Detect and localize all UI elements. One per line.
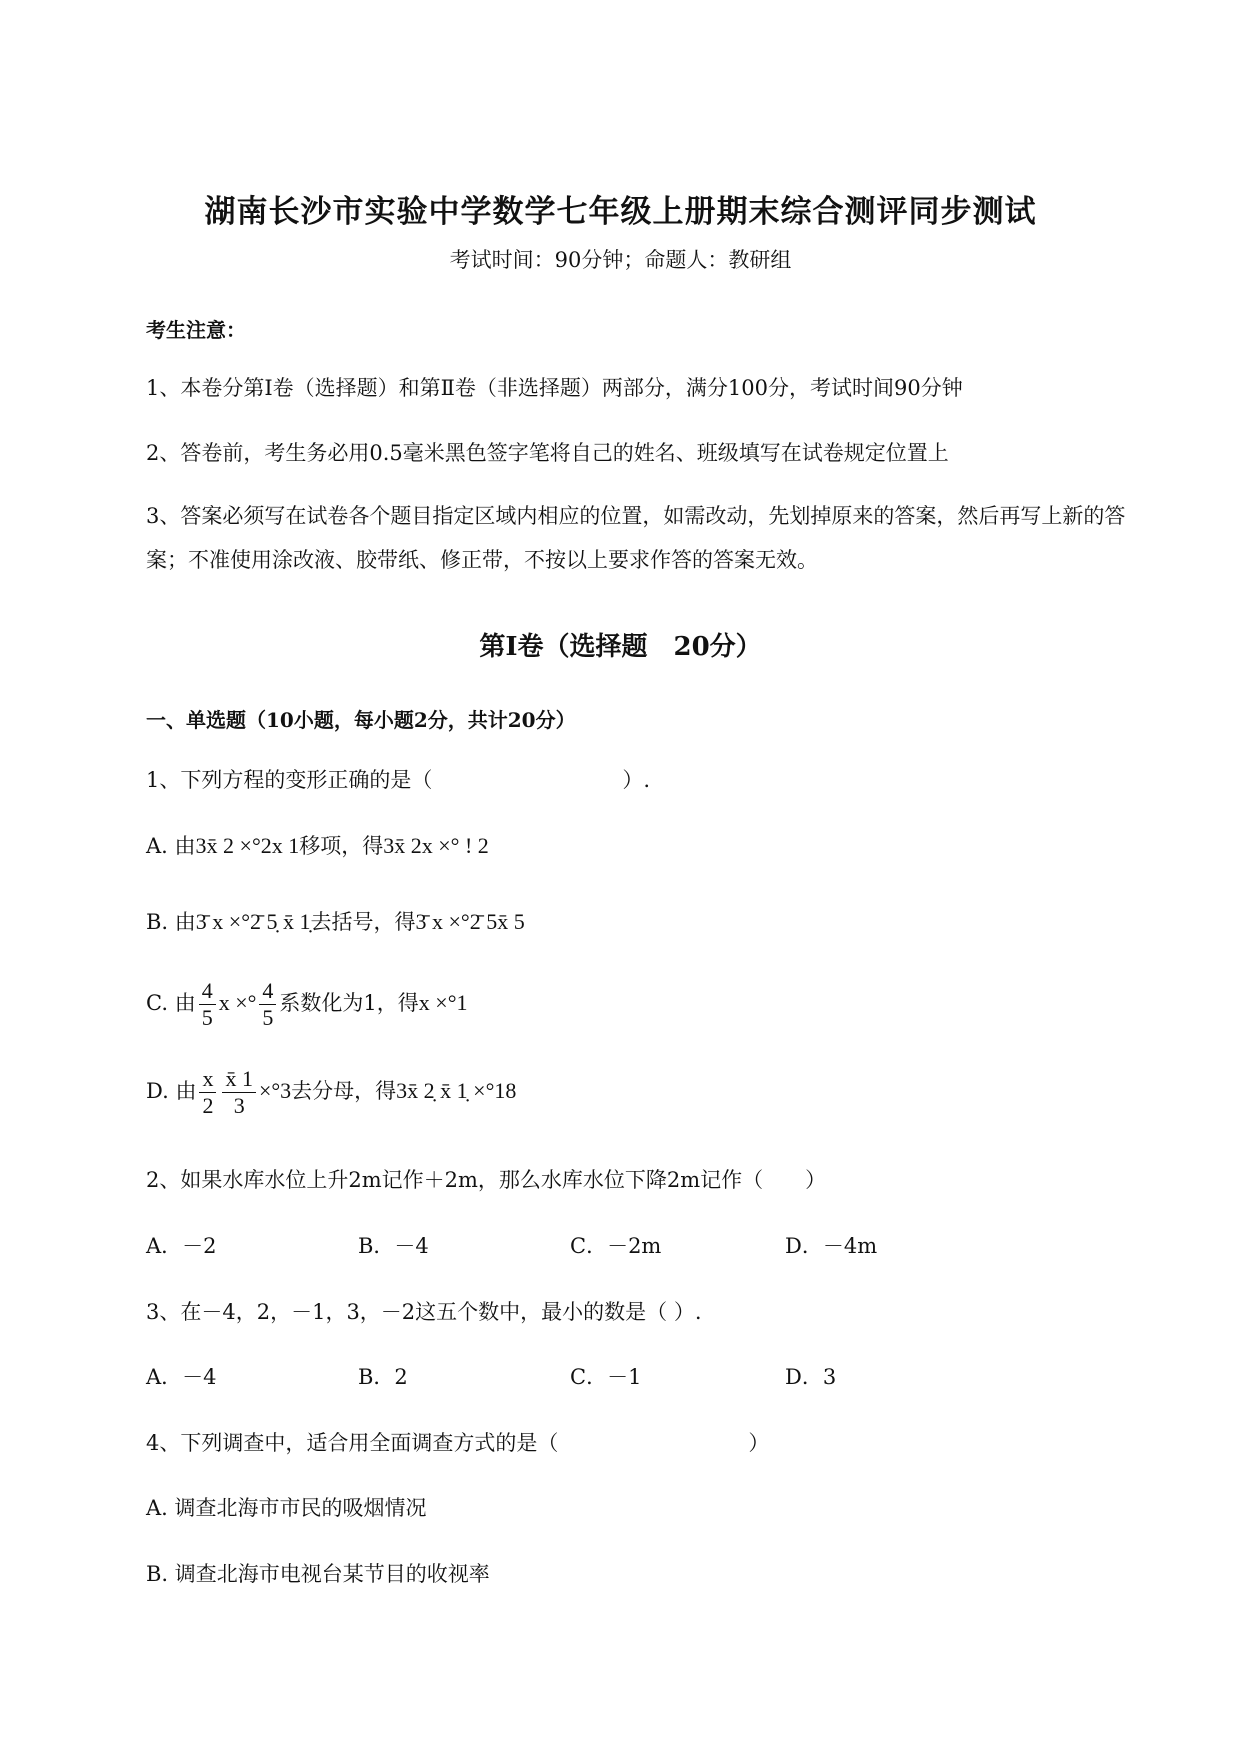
question-2-option-d: D．－4m (785, 1234, 878, 1258)
question-3-option-b: B．2 (358, 1365, 408, 1389)
notice-heading: 考生注意： (146, 318, 246, 342)
question-1-option-c (146, 978, 468, 1031)
question-4-stem: 4、下列调查中，适合用全面调查方式的是（ (146, 1431, 559, 1455)
math-expression: 3x̄ 2̣ x̄ 1̣ ×°18 (396, 1078, 517, 1103)
denominator: 5 (262, 1005, 274, 1030)
fraction (222, 1066, 256, 1119)
denominator: 5 (201, 1005, 213, 1030)
question-3-option-c: C．－1 (570, 1365, 642, 1389)
question-4-option-b: B. 调查北海市电视台某节目的收视率 (146, 1562, 490, 1586)
part-heading: 一、单选题（10小题，每小题2分，共计20分） (146, 708, 576, 732)
question-4 (146, 1427, 769, 1457)
option-label: C. (146, 991, 168, 1015)
math-expression: 3̄ x ×°2̄ 5x̄ 5 (415, 909, 525, 934)
question-1-stem: 1、下列方程的变形正确的是（ (146, 768, 433, 792)
question-2-option-c: C．－2m (570, 1234, 662, 1258)
option-text: 由 (175, 1079, 197, 1103)
exam-title: 湖南长沙市实验中学数学七年级上册期末综合测评同步测试 (204, 194, 1037, 230)
question-4-stem-end: ） (748, 1431, 770, 1455)
fraction (199, 1066, 216, 1119)
fraction (199, 978, 216, 1031)
question-1-option-a (146, 830, 489, 860)
option-label: A. (146, 834, 168, 858)
fraction (259, 978, 276, 1031)
denominator: 2 (202, 1093, 214, 1118)
option-text: 移项，得 (299, 834, 384, 858)
question-2-option-b: B．－4 (358, 1234, 429, 1258)
question-1-option-d (146, 1066, 516, 1119)
question-1-stem-end: ）. (622, 768, 651, 792)
option-text: 由 (174, 834, 196, 858)
option-text: 系数化为1，得 (279, 991, 419, 1015)
math-expression: 3x̄ 2x ×° ! 2 (383, 833, 489, 858)
numerator: x̄ 1 (222, 1066, 256, 1093)
option-text: 去分母，得 (291, 1079, 397, 1103)
question-1-option-b (146, 906, 525, 936)
math-expression: x ×°1 (418, 990, 468, 1015)
question-3-option-d: D．3 (785, 1365, 837, 1389)
question-4-option-a: A. 调查北海市市民的吸烟情况 (146, 1496, 427, 1520)
option-text: 由 (174, 991, 196, 1015)
exam-subtitle: 考试时间：90分钟；命题人：教研组 (449, 248, 792, 272)
question-2-option-a: A．－2 (146, 1234, 217, 1258)
question-2-stem: 2、如果水库水位上升2m记作＋2m，那么水库水位下降2m记作（ ） (146, 1168, 827, 1192)
notice-item-2: 2、答卷前，考生务必用0.5毫米黑色签字笔将自己的姓名、班级填写在试卷规定位置上 (146, 441, 949, 465)
notice-item-3: 3、答案必须写在试卷各个题目指定区域内相应的位置，如需改动，先划掉原来的答案，然后再写上新的答案；不准使用涂改液、胶带纸、修正带，不按以上要求作答的答案无效。 (146, 504, 1126, 572)
question-3-stem: 3、在－4，2，－1，3，－2这五个数中，最小的数是（ ）. (146, 1300, 702, 1324)
math-expression: ×°3 (258, 1078, 292, 1103)
numerator: x (199, 1066, 216, 1093)
question-3-option-a: A．－4 (146, 1365, 217, 1389)
option-label: B. (146, 910, 169, 934)
denominator: 3 (233, 1093, 245, 1118)
option-text: 由 (174, 910, 196, 934)
math-expression: 3̄ x ×°2̄ 5̣ x̄ 1̣ (195, 909, 311, 934)
numerator: 4 (259, 978, 276, 1005)
math-expression: x ×° (218, 990, 257, 1015)
notice-item-1: 1、本卷分第I卷（选择题）和第Ⅱ卷（非选择题）两部分，满分100分，考试时间90分钟 (146, 376, 963, 400)
option-text: 去括号，得 (310, 910, 416, 934)
numerator: 4 (199, 978, 216, 1005)
math-expression: 3x̄ 2 ×°2x 1 (195, 833, 300, 858)
question-1 (146, 764, 650, 794)
option-label: D. (146, 1079, 169, 1103)
section-title: 第I卷（选择题 20分） (479, 632, 762, 662)
